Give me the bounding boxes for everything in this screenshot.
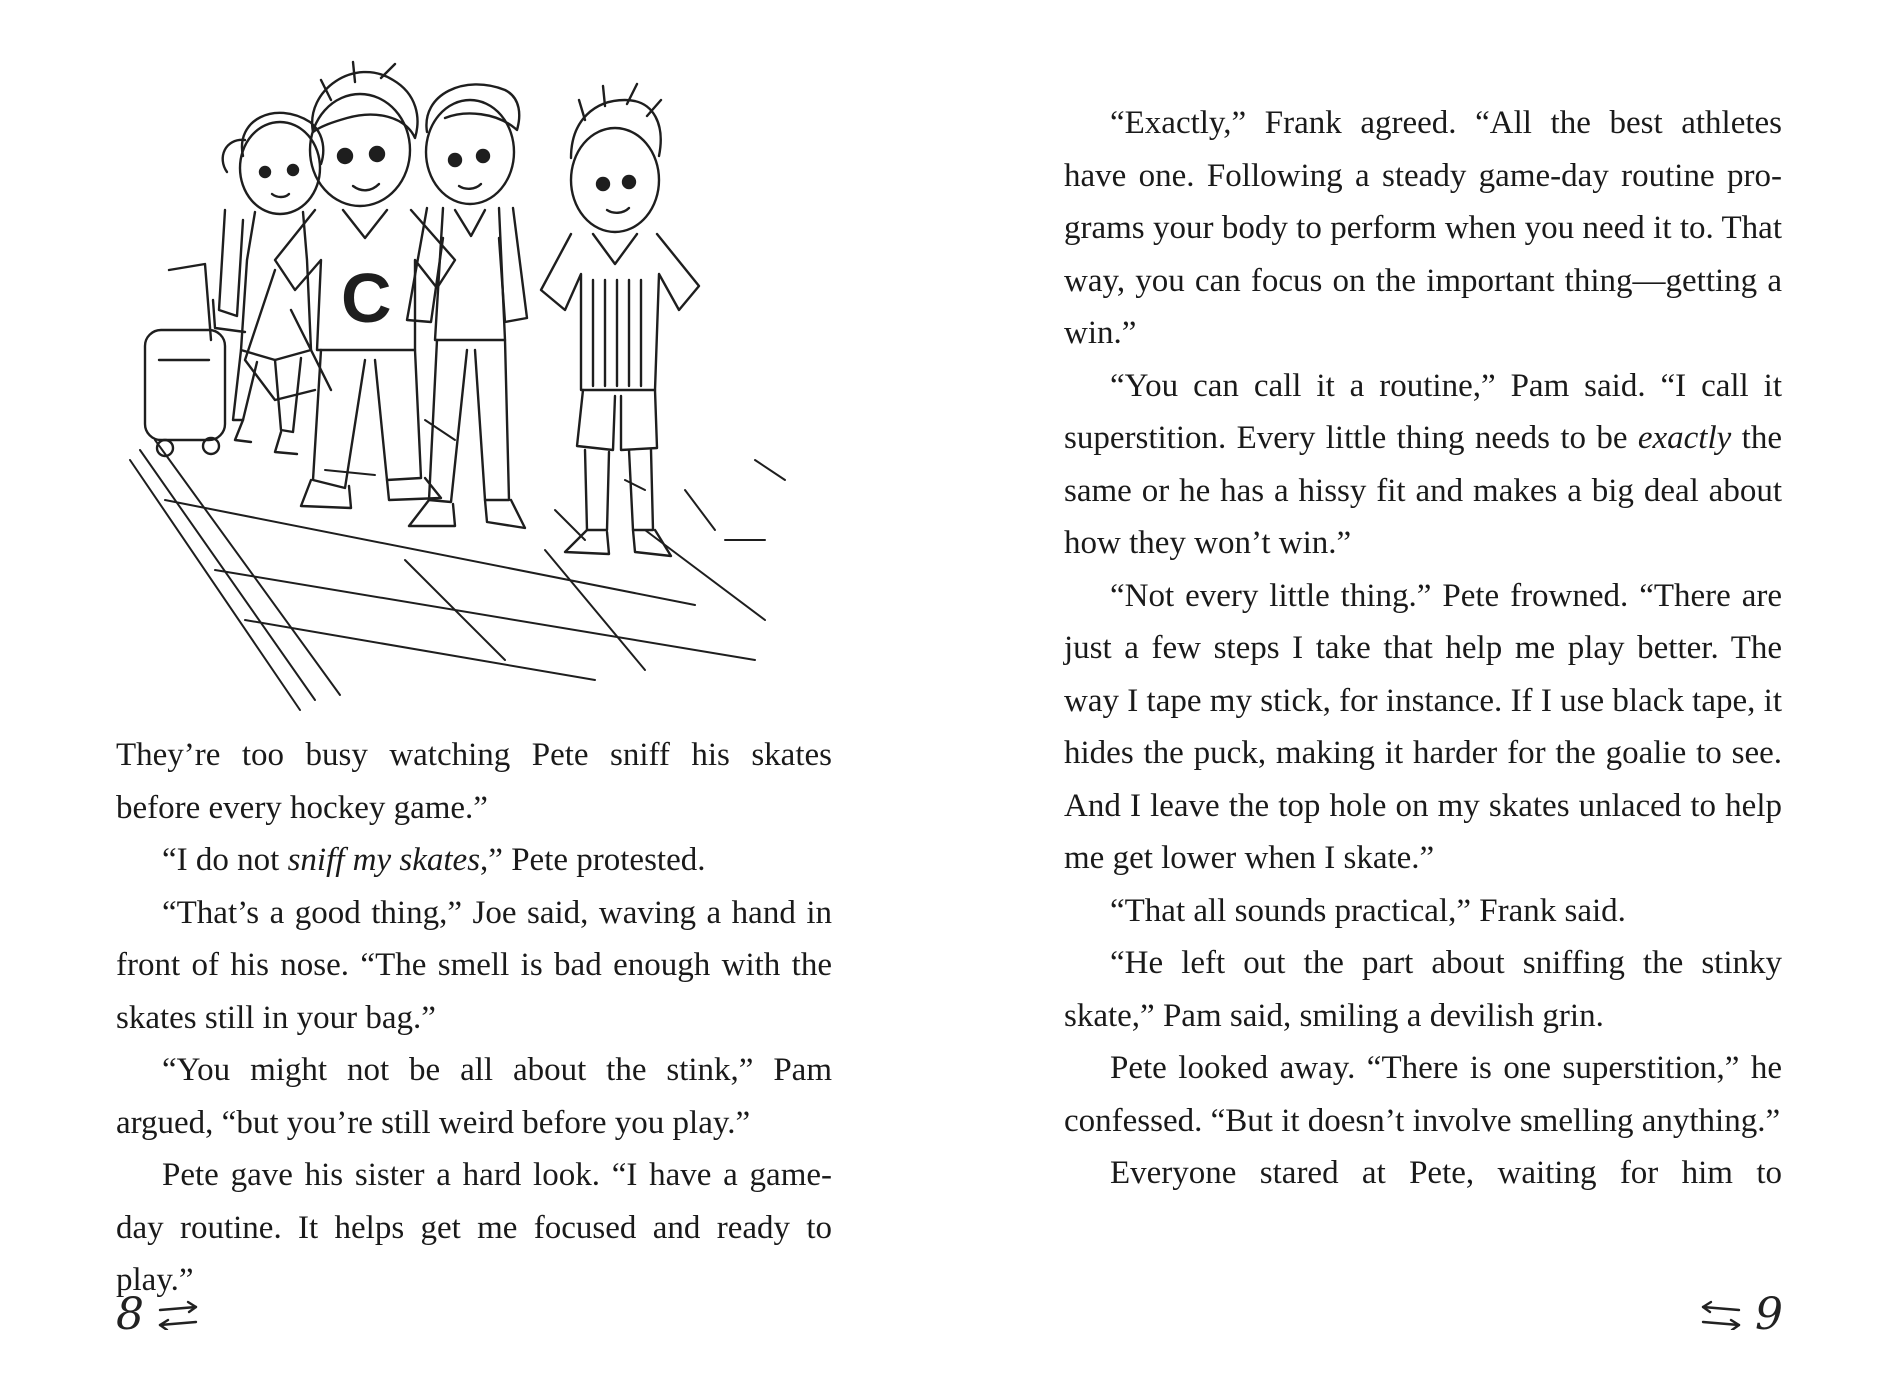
- paragraph: “You can call it a routine,” Pam said. “I call it superstition. Every little thing needs to be exactly the same or he has a hissy fit and makes a big deal about how they won’t win.”: [1064, 367, 1782, 561]
- paragraph: “You might not be all about the stink,” Pam argued, “but you’re still weird before you play.”: [116, 1052, 832, 1141]
- stick-arrows-icon: [1699, 1300, 1743, 1330]
- paragraph: “I do not sniff my skates,” Pete protested.: [162, 842, 706, 878]
- paragraph: Pete looked away. “There is one superstition,” he confessed. “But it doesn’t involve smelling anything.”: [1064, 1050, 1782, 1139]
- left-page-text: [116, 729, 832, 1307]
- page-number: 8: [116, 1289, 144, 1340]
- illustration-kids-walking: [125, 60, 815, 720]
- boy-captain-figure: [245, 62, 455, 508]
- right-page: [940, 0, 1881, 1400]
- page-number: 9: [1755, 1289, 1783, 1340]
- page-number-left: [116, 1290, 200, 1340]
- svg-text:C: C: [341, 259, 392, 337]
- sidewalk-lines: [130, 420, 785, 710]
- paragraph: “Not every little thing.” Pete frowned. “There are just a few steps I take that help me play better. The way I tape my stick, for instance. If I use black tape, it hides the puck, making it harder for the goalie to see. And I leave the top hole on my skates unlaced to help me get lower when I skate.”: [1064, 577, 1782, 876]
- boy-blond-figure: [541, 84, 699, 556]
- boy-vest-figure: [407, 84, 527, 528]
- paragraph: Pete gave his sister a hard look. “I have a game-day routine. It helps get me focused and ready to play.”: [116, 1157, 832, 1298]
- right-page-text: [1064, 97, 1782, 1200]
- stick-arrows-icon: [156, 1300, 200, 1330]
- page-number-right: [1699, 1290, 1783, 1340]
- left-page: [0, 0, 940, 1400]
- paragraph: “That all sounds practical,” Frank said.: [1110, 892, 1626, 929]
- girl-figure: [145, 113, 323, 456]
- paragraph: Everyone stared at Pete, waiting for him to: [1110, 1155, 1782, 1191]
- paragraph: “That’s a good thing,” Joe said, waving a hand in front of his nose. “The smell is bad enough with the skates still in your bag.”: [116, 894, 832, 1036]
- paragraph: They’re too busy watching Pete sniff his skates before every hockey game.”: [116, 737, 832, 826]
- paragraph: “Exactly,” Frank agreed. “All the best athletes have one. Following a steady game-day routine programs your body to perform when you need it to. That way, you can focus on the important thing—getting a win.”: [1064, 105, 1782, 351]
- paragraph: “He left out the part about sniffing the stinky skate,” Pam said, smiling a devilish grin.: [1064, 945, 1782, 1034]
